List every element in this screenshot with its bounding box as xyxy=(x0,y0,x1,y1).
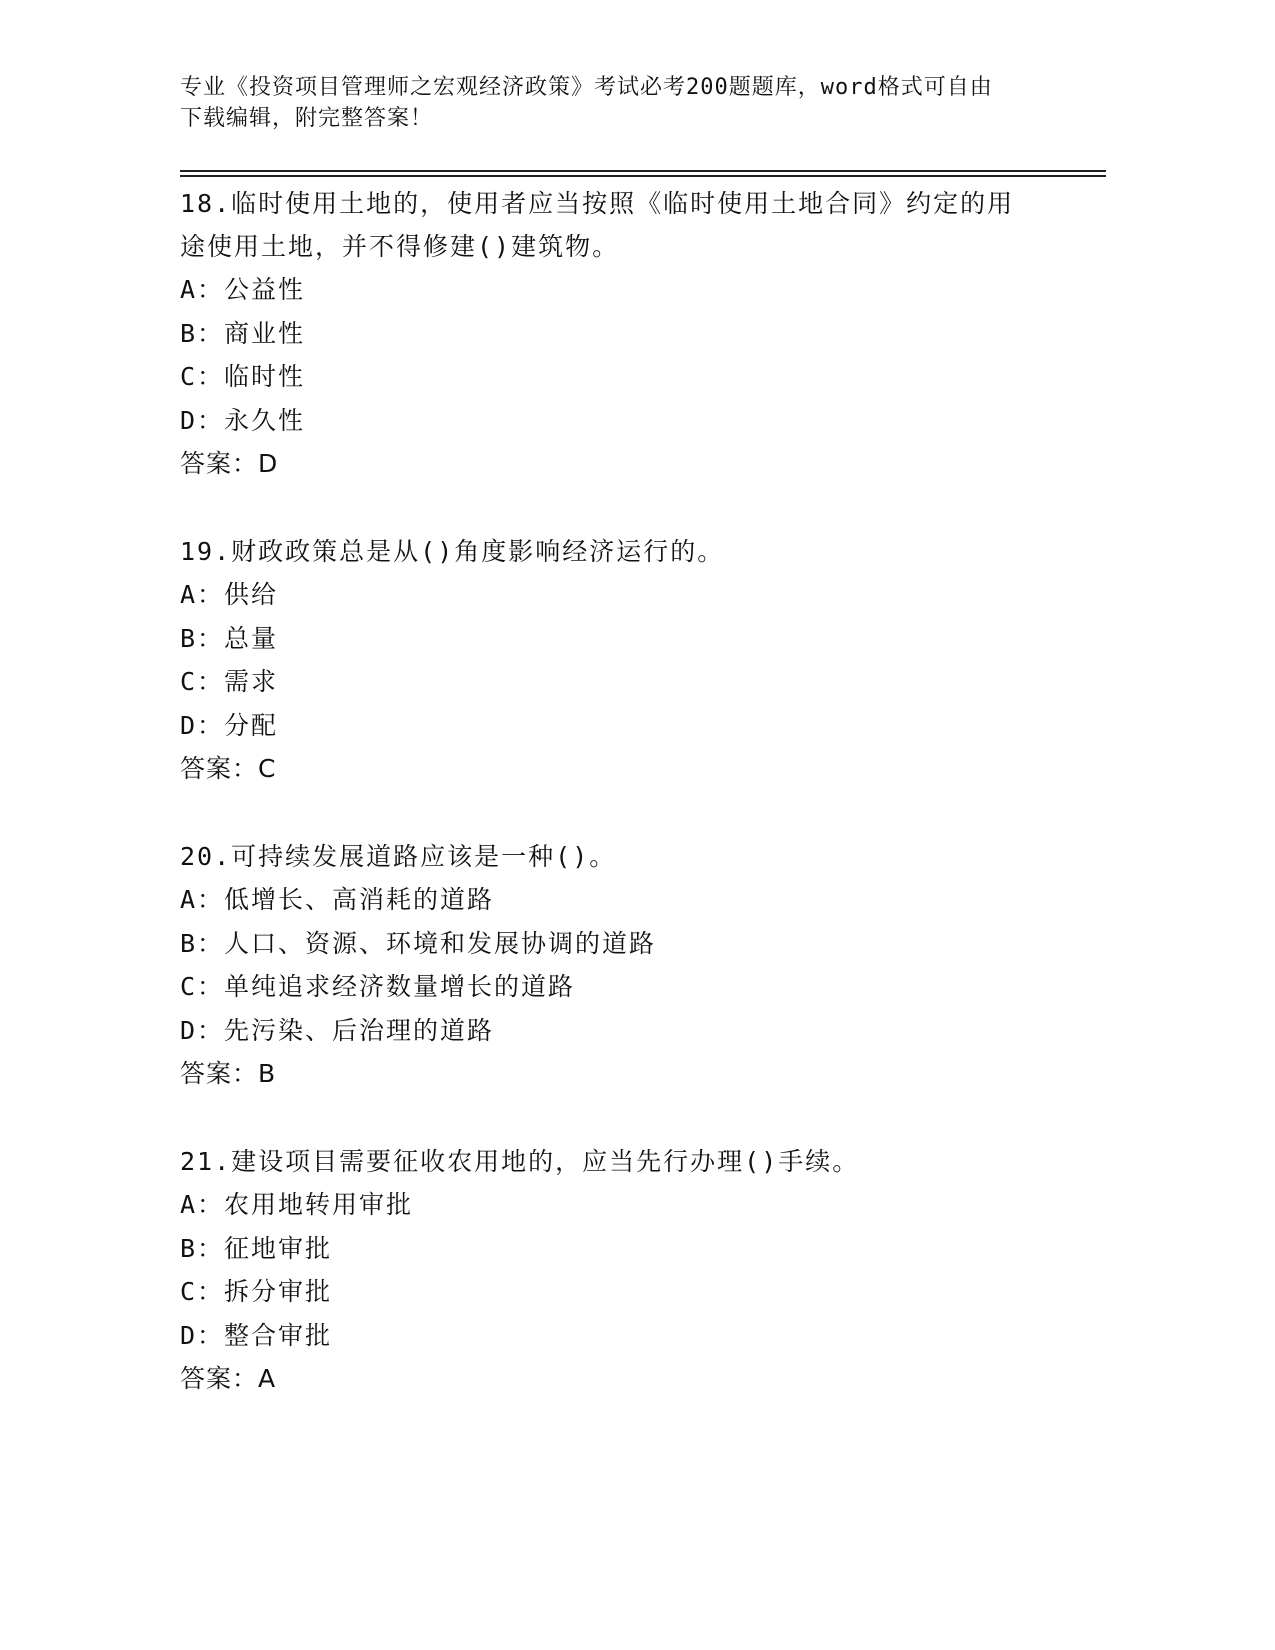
question-stem-line: 19.财政政策总是从()角度影响经济运行的。 xyxy=(180,537,725,566)
question-stem-line: 20.可持续发展道路应该是一种()。 xyxy=(180,842,617,871)
option-d: D：整合审批 xyxy=(180,1320,333,1350)
option-c: C：单纯追求经济数量增长的道路 xyxy=(180,972,576,1001)
option-b: B：商业性 xyxy=(180,318,306,348)
document-header xyxy=(180,72,1060,134)
option-c: C：临时性 xyxy=(180,362,306,391)
option-b: B：总量 xyxy=(180,623,279,653)
option-d: D：永久性 xyxy=(180,405,306,435)
option-a: A：低增长、高消耗的道路 xyxy=(180,885,495,914)
question-stem-line: 21.建设项目需要征收农用地的，应当先行办理()手续。 xyxy=(180,1147,860,1176)
question-stem-line: 18.临时使用土地的，使用者应当按照《临时使用土地合同》约定的用 xyxy=(180,189,1015,218)
option-d: D：分配 xyxy=(180,710,279,740)
answer-line: 答案：C xyxy=(180,754,277,783)
question-18 xyxy=(180,182,1060,486)
header-line-1: 专业《投资项目管理师之宏观经济政策》考试必考200题题库，word格式可自由 xyxy=(180,75,993,100)
header-divider-bottom xyxy=(180,175,1106,177)
question-19 xyxy=(180,530,1060,791)
answer-line: 答案：A xyxy=(180,1364,277,1393)
option-a: A：供给 xyxy=(180,580,279,609)
option-b: B：征地审批 xyxy=(180,1233,333,1263)
option-a: A：公益性 xyxy=(180,275,306,304)
option-d: D：先污染、后治理的道路 xyxy=(180,1015,495,1045)
answer-line: 答案：B xyxy=(180,1059,277,1088)
header-line-2: 下载编辑，附完整答案！ xyxy=(180,106,434,131)
question-20 xyxy=(180,835,1060,1096)
answer-line: 答案：D xyxy=(180,449,279,478)
question-21 xyxy=(180,1140,1060,1401)
header-divider-top xyxy=(180,170,1106,172)
option-b: B：人口、资源、环境和发展协调的道路 xyxy=(180,928,657,958)
option-c: C：需求 xyxy=(180,667,279,696)
option-a: A：农用地转用审批 xyxy=(180,1190,414,1219)
option-c: C：拆分审批 xyxy=(180,1277,333,1306)
question-stem-line: 途使用土地，并不得修建()建筑物。 xyxy=(180,232,620,261)
